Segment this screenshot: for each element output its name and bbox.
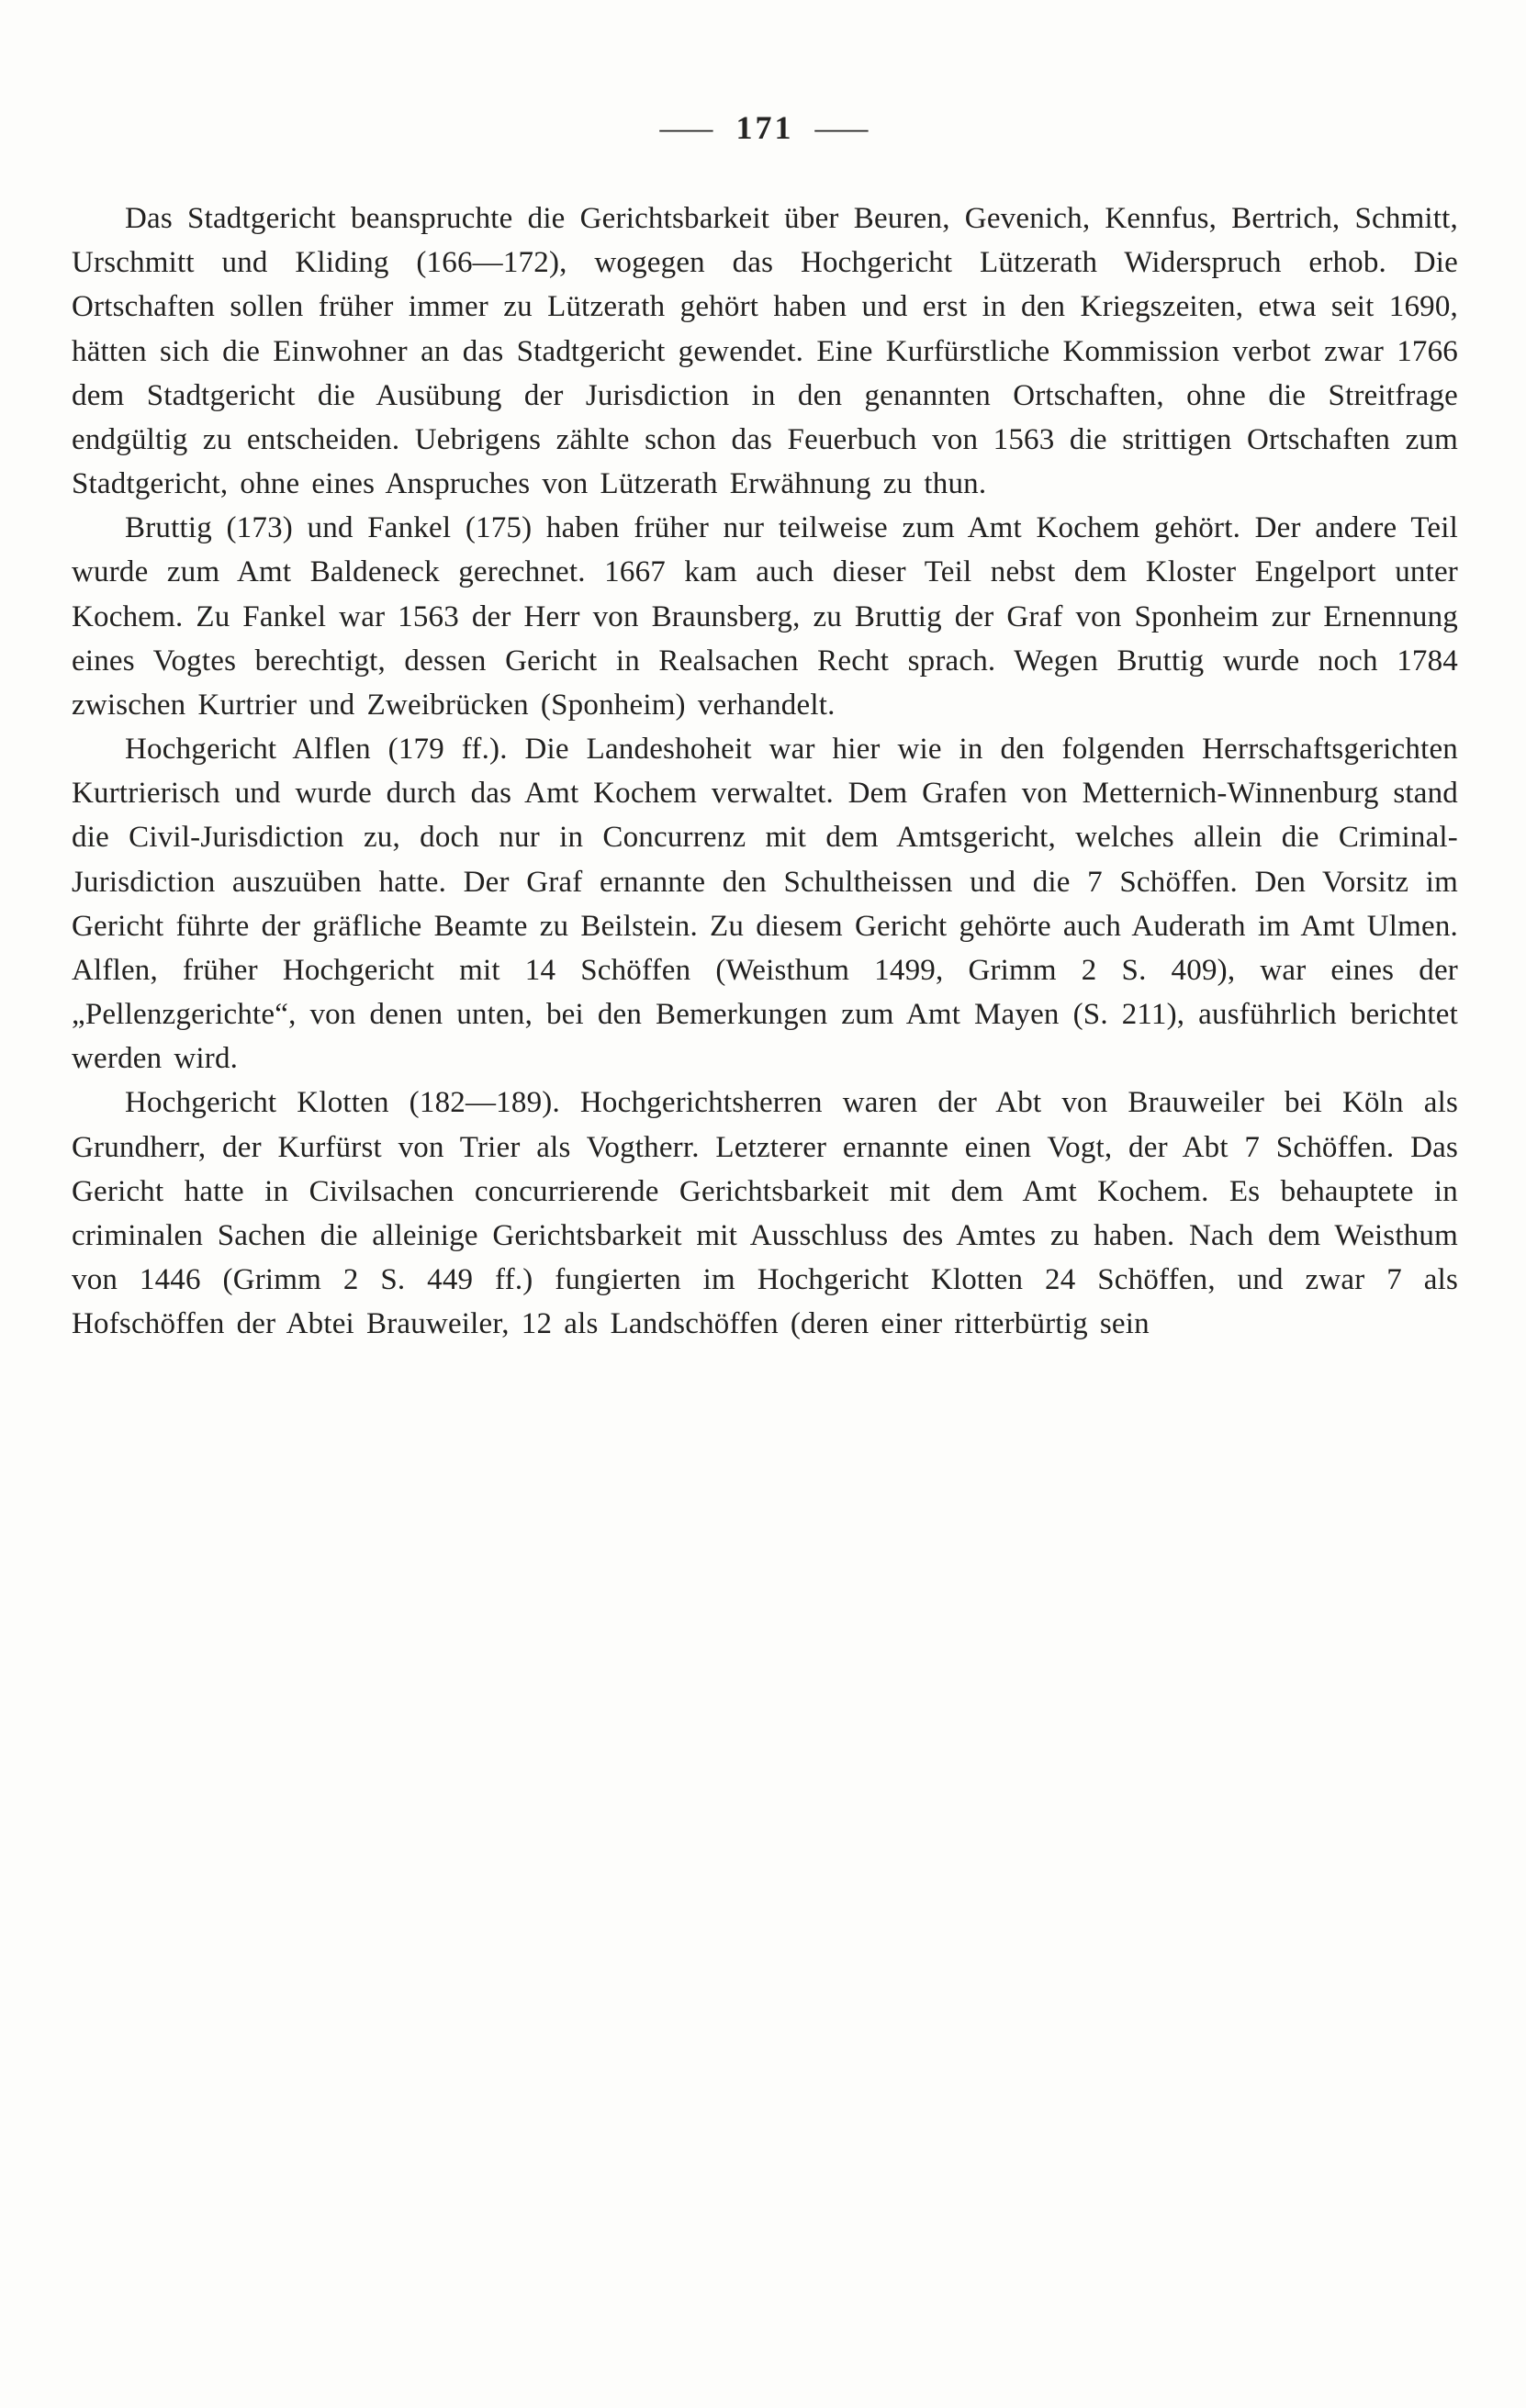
paragraph-bruttig-fankel: Bruttig (173) und Fankel (175) haben früher nur teilweise zum Amt Kochem gehört. Der andere Teil wurde zum Amt Baldeneck gerechnet. 1667 kam auch dieser Teil nebst dem Kloster Engelport unter Kochem. Zu Fankel war 1563 der Herr von Braunsberg, zu Bruttig der Graf von Sponheim zur Ernennung eines Vogtes berechtigt, dessen Gericht in Realsachen Recht sprach. Wegen Bruttig wurde noch 1784 zwischen Kurtrier und Zweibrücken (Sponheim) verhandelt. [72, 511, 1458, 722]
body-text [72, 196, 1458, 1346]
page-header [72, 108, 1458, 147]
paragraph-hochgericht-klotten: Hochgericht Klotten (182—189). Hochgerichtsherren waren der Abt von Brauweiler bei Köln als Grundherr, der Kurfürst von Trier als Vogtherr. Letzterer ernannte einen Vogt, der Abt 7 Schöffen. Das Gericht hatte in Civilsachen concurrierende Gerichtsbarkeit mit dem Amt Kochem. Es behauptete in criminalen Sachen die alleinige Gerichtsbarkeit mit Ausschluss des Amtes zu haben. Nach dem Weisthum von 1446 (Grimm 2 S. 449 ff.) fungierten im Hochgericht Klotten 24 Schöffen, und zwar 7 als Hofschöffen der Abtei Brauweiler, 12 als Landschöffen (deren einer ritterbürtig sein [72, 1086, 1458, 1341]
paragraph-hochgericht-alflen: Hochgericht Alflen (179 ff.). Die Landeshoheit war hier wie in den folgenden Herrschaftsgerichten Kurtrierisch und wurde durch das Amt Kochem verwaltet. Dem Grafen von Metternich-Winnenburg stand die Civil-Jurisdiction zu, doch nur in Concurrenz mit dem Amtsgericht, welches allein die Criminal-Jurisdiction auszuüben hatte. Der Graf ernannte den Schultheissen und die 7 Schöffen. Den Vorsitz im Gericht führte der gräfliche Beamte zu Beilstein. Zu diesem Gericht gehörte auch Auderath im Amt Ulmen. Alflen, früher Hochgericht mit 14 Schöffen (Weisthum 1499, Grimm 2 S. 409), war eines der „Pellenzgerichte“, von denen unten, bei den Bemerkungen zum Amt Mayen (S. 211), ausführlich berichtet werden wird. [72, 733, 1458, 1076]
header-right-rule: — [814, 109, 870, 146]
paragraph-stadtgericht: Das Stadtgericht beanspruchte die Gerichtsbarkeit über Beuren, Gevenich, Kennfus, Bertrich, Schmitt, Urschmitt und Kliding (166—172), wogegen das Hochgericht Lützerath Widerspruch erhob. Die Ortschaften sollen früher immer zu Lützerath gehört haben und erst in den Kriegszeiten, etwa seit 1690, hätten sich die Einwohner an das Stadtgericht gewendet. Eine Kurfürstliche Kommission verbot zwar 1766 dem Stadtgericht die Ausübung der Jurisdiction in den genannten Ortschaften, ohne die Streitfrage endgültig zu entscheiden. Uebrigens zählte schon das Feuerbuch von 1563 die strittigen Ortschaften zum Stadtgericht, ohne eines Anspruches von Lützerath Erwähnung zu thun. [72, 202, 1458, 501]
header-left-rule: — [659, 109, 715, 146]
page-number: 171 [735, 109, 794, 146]
